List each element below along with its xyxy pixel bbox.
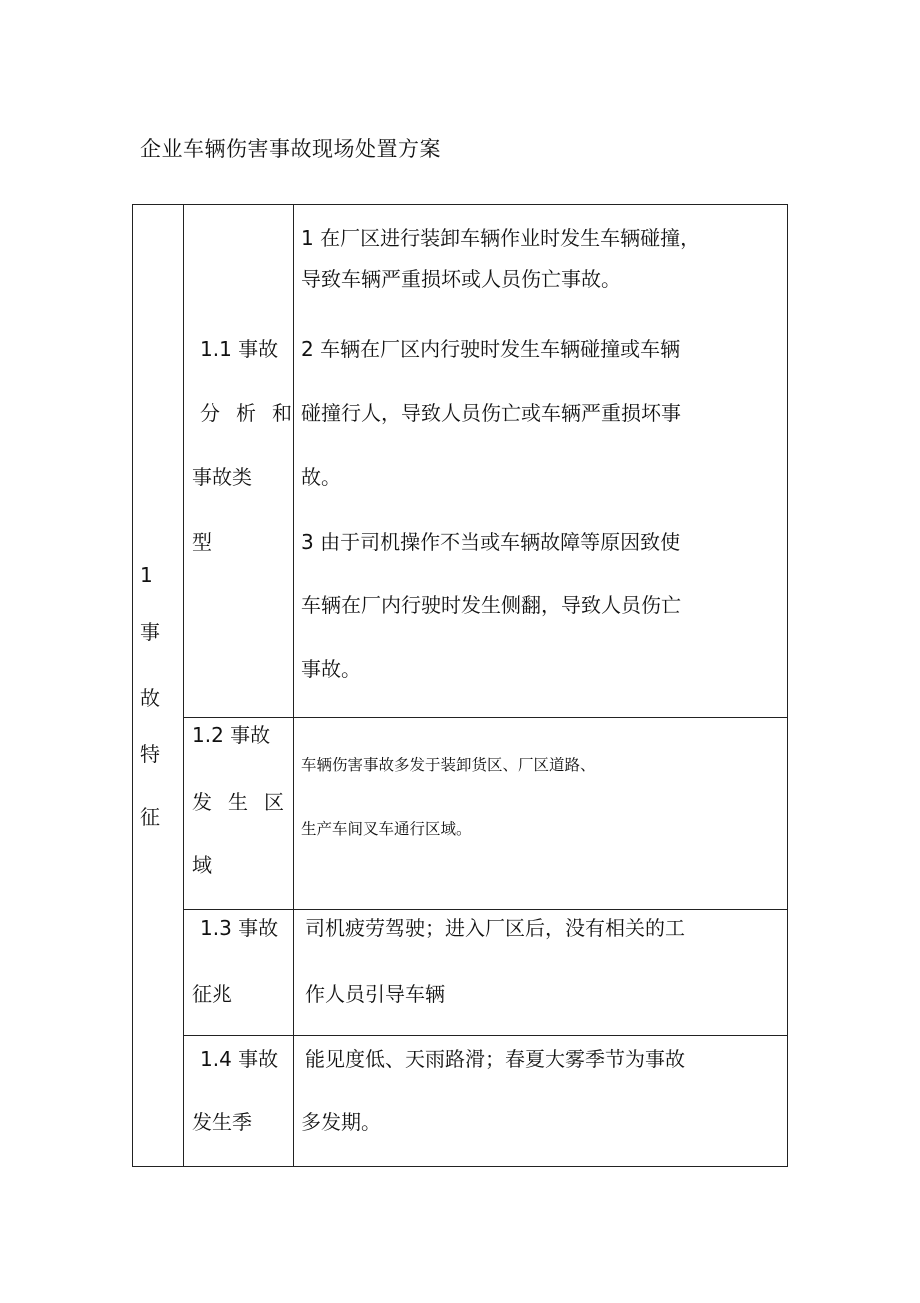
row-content-line: 车辆伤害事故多发于装卸货区、厂区道路、 <box>301 756 596 774</box>
row-label-line: 1.4 事故 <box>200 1047 279 1071</box>
row-content-line: 故。 <box>301 465 341 489</box>
row-content-line: 多发期。 <box>301 1110 381 1134</box>
row-label-line: 域 <box>192 853 212 877</box>
row-label-line: 1.3 事故 <box>200 916 279 940</box>
row-divider-3 <box>184 1035 787 1036</box>
row-content-line: 1 在厂区进行装卸车辆作业时发生车辆碰撞， <box>301 226 701 250</box>
row-content-line: 车辆在厂内行驶时发生侧翻，导致人员伤亡 <box>301 593 681 617</box>
row-content-line: 3 由于司机操作不当或车辆故障等原因致使 <box>301 530 681 554</box>
section-char: 征 <box>140 805 160 829</box>
row-content-line: 导致车辆严重损坏或人员伤亡事故。 <box>301 267 621 291</box>
row-label-line: 分析和 <box>200 401 308 425</box>
section-char: 特 <box>140 742 160 766</box>
row-content-line: 作人员引导车辆 <box>305 982 445 1006</box>
row-label-line <box>200 401 308 425</box>
row-label-line: 发生季 <box>192 1110 252 1134</box>
row-content-line: 2 车辆在厂区内行驶时发生车辆碰撞或车辆 <box>301 337 681 361</box>
row-divider-2 <box>184 909 787 910</box>
col-divider-2 <box>293 205 294 1166</box>
row-content-line: 事故。 <box>301 657 361 681</box>
row-content-line: 能见度低、天雨路滑；春夏大雾季节为事故 <box>305 1047 685 1071</box>
col-divider-1 <box>183 205 184 1166</box>
section-char: 故 <box>140 686 160 710</box>
section-char: 事 <box>140 620 160 644</box>
row-label-line: 1.2 事故 <box>192 723 271 747</box>
row-label-line: 征兆 <box>192 982 232 1006</box>
row-label-line: 1.1 事故 <box>200 337 279 361</box>
row-content-line: 生产车间叉车通行区域。 <box>301 820 472 838</box>
accident-table <box>132 204 788 1167</box>
row-label-line: 事故类 <box>192 465 252 489</box>
document-title: 企业车辆伤害事故现场处置方案 <box>140 137 441 161</box>
row-content-line: 碰撞行人，导致人员伤亡或车辆严重损坏事 <box>301 401 681 425</box>
row-label-line: 型 <box>192 530 212 554</box>
row-divider-1 <box>184 717 787 718</box>
row-label-line: 发生区 <box>192 790 300 814</box>
section-number: 1 <box>140 563 153 587</box>
row-content-line: 司机疲劳驾驶；进入厂区后，没有相关的工 <box>305 916 685 940</box>
